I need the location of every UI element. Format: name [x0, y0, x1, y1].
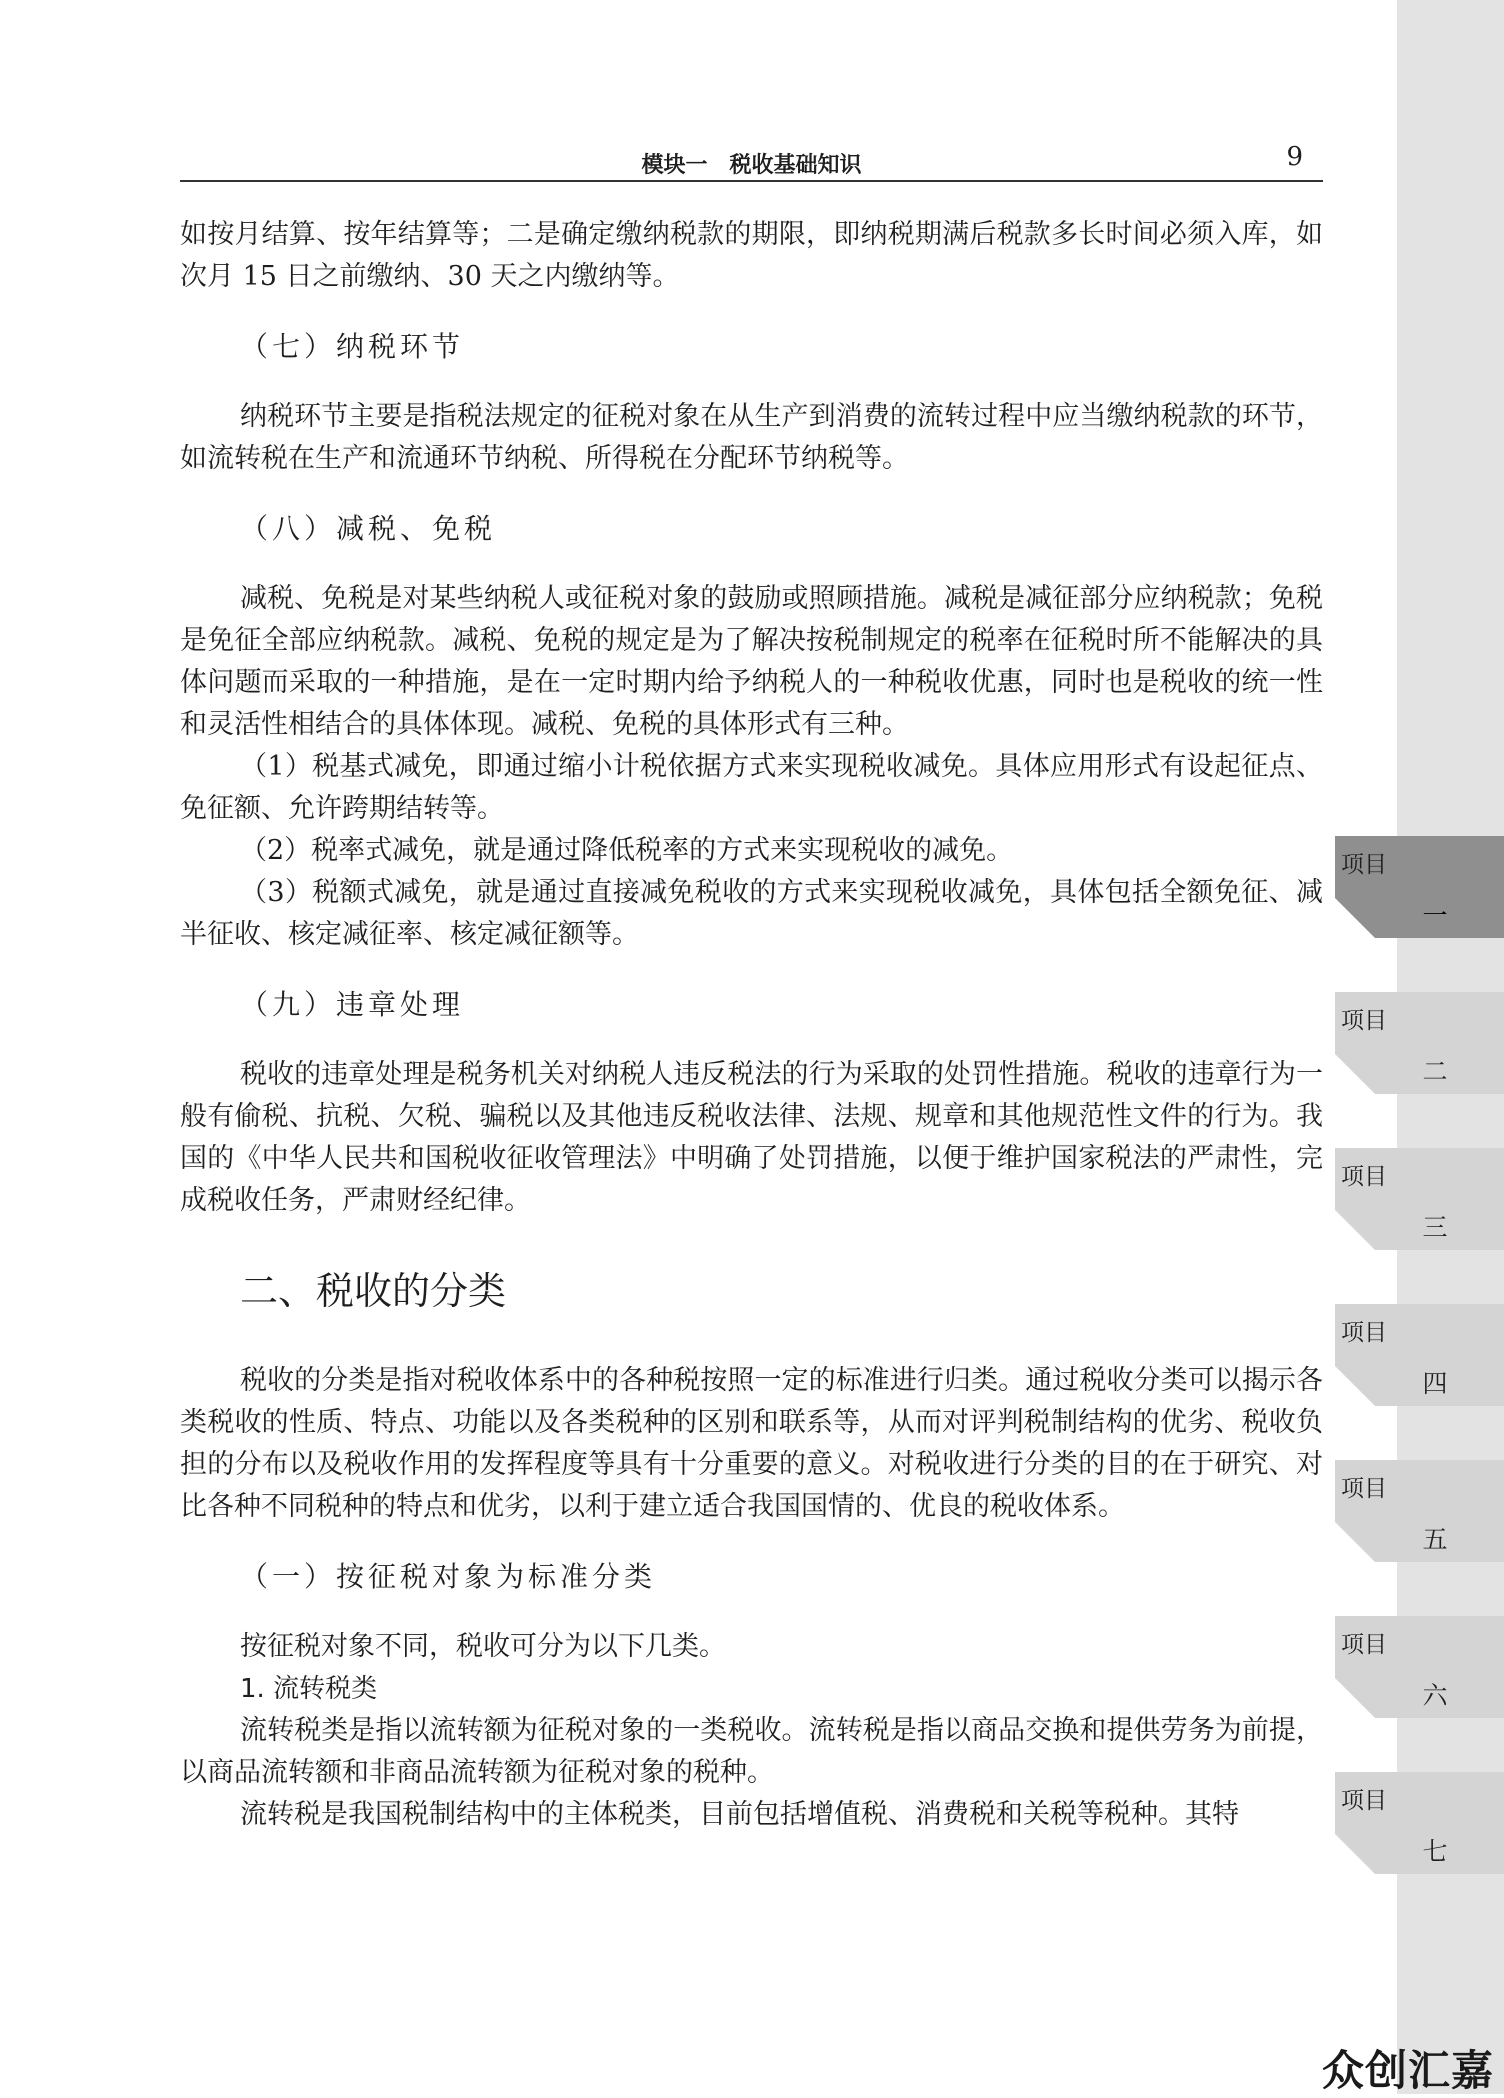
- page-number: 9: [1286, 142, 1303, 172]
- section-heading: 二、税收的分类: [240, 1269, 507, 1313]
- tab-number: 四: [1422, 1369, 1448, 1398]
- tab-label: 项目: [1341, 1788, 1387, 1814]
- paragraph: （3）税额式减免，就是通过直接减免税收的方式来实现税收减免，具体包括全额免征、减半征收、核定减征率、核定减征额等。: [180, 877, 1323, 950]
- tab-project-1[interactable]: [1335, 836, 1504, 938]
- paragraph: 税收的分类是指对税收体系中的各种税按照一定的标准进行归类。通过税收分类可以揭示各类税收的性质、特点、功能以及各类税种的区别和联系等，从而对评判税制结构的优劣、税收负担的分布以及税收作用的发挥程度等具有十分重要的意义。对税收进行分类的目的在于研究、对比各种不同税种的特点和优劣，以利于建立适合我国国情的、优良的税收体系。: [180, 1365, 1323, 1522]
- watermark-logo: 众创汇嘉: [1322, 2046, 1495, 2095]
- paragraph: 流转税类是指以流转额为征税对象的一类税收。流转税是指以商品交换和提供劳务为前提，以商品流转额和非商品流转额为征税对象的税种。: [180, 1715, 1323, 1788]
- tab-number: 五: [1422, 1525, 1448, 1554]
- tab-project-6[interactable]: [1335, 1616, 1504, 1718]
- tab-label: 项目: [1341, 1476, 1387, 1502]
- tab-project-3[interactable]: [1335, 1148, 1504, 1250]
- paragraph: 减税、免税是对某些纳税人或征税对象的鼓励或照顾措施。减税是减征部分应纳税款；免税是免征全部应纳税款。减税、免税的规定是为了解决按税制规定的税率在征税时所不能解决的具体问题而采取的一种措施，是在一定时期内给予纳税人的一种税收优惠，同时也是税收的统一性和灵活性相结合的具体体现。减税、免税的具体形式有三种。: [180, 583, 1323, 740]
- tab-project-2[interactable]: [1335, 992, 1504, 1094]
- paragraph: 如按月结算、按年结算等；二是确定缴纳税款的期限，即纳税期满后税款多长时间必须入库，如次月 15 日之前缴纳、30 天之内缴纳等。: [180, 219, 1323, 292]
- tab-number: 六: [1422, 1681, 1448, 1710]
- tab-label: 项目: [1341, 1632, 1387, 1658]
- subheading-1: （一）按征税对象为标准分类: [240, 1560, 657, 1593]
- tab-number: 一: [1422, 901, 1448, 930]
- subheading-8: （八）减税、免税: [240, 512, 497, 545]
- subsubheading: 1. 流转税类: [240, 1674, 378, 1704]
- tab-number: 七: [1422, 1837, 1448, 1866]
- paragraph: 纳税环节主要是指税法规定的征税对象在从生产到消费的流转过程中应当缴纳税款的环节，如流转税在生产和流通环节纳税、所得税在分配环节纳税等。: [180, 401, 1323, 474]
- paragraph: 按征税对象不同，税收可分为以下几类。: [240, 1631, 726, 1662]
- running-header: [180, 140, 1323, 182]
- page-body: [180, 214, 1323, 1836]
- header-title: 模块一 税收基础知识: [641, 153, 862, 178]
- tab-label: 项目: [1341, 1164, 1387, 1190]
- subheading-7: （七）纳税环节: [240, 330, 465, 363]
- tab-label: 项目: [1341, 1008, 1387, 1034]
- tab-label: 项目: [1341, 852, 1387, 878]
- tab-project-5[interactable]: [1335, 1460, 1504, 1562]
- paragraph: 流转税是我国税制结构中的主体税类，目前包括增值税、消费税和关税等税种。其特: [240, 1799, 1239, 1830]
- tab-number: 二: [1422, 1057, 1448, 1086]
- paragraph: （2）税率式减免，就是通过降低税率的方式来实现税收的减免。: [240, 835, 1014, 866]
- tab-label: 项目: [1341, 1320, 1387, 1346]
- paragraph: （1）税基式减免，即通过缩小计税依据方式来实现税收减免。具体应用形式有设起征点、免征额、允许跨期结转等。: [180, 751, 1323, 824]
- paragraph: 税收的违章处理是税务机关对纳税人违反税法的行为采取的处罚性措施。税收的违章行为一般有偷税、抗税、欠税、骗税以及其他违反税收法律、法规、规章和其他规范性文件的行为。我国的《中华人民共和国税收征收管理法》中明确了处罚措施，以便于维护国家税法的严肃性，完成税收任务，严肃财经纪律。: [180, 1059, 1323, 1216]
- tab-number: 三: [1422, 1213, 1448, 1242]
- tab-project-4[interactable]: [1335, 1304, 1504, 1406]
- subheading-9: （九）违章处理: [240, 988, 465, 1021]
- tab-project-7[interactable]: [1335, 1772, 1504, 1874]
